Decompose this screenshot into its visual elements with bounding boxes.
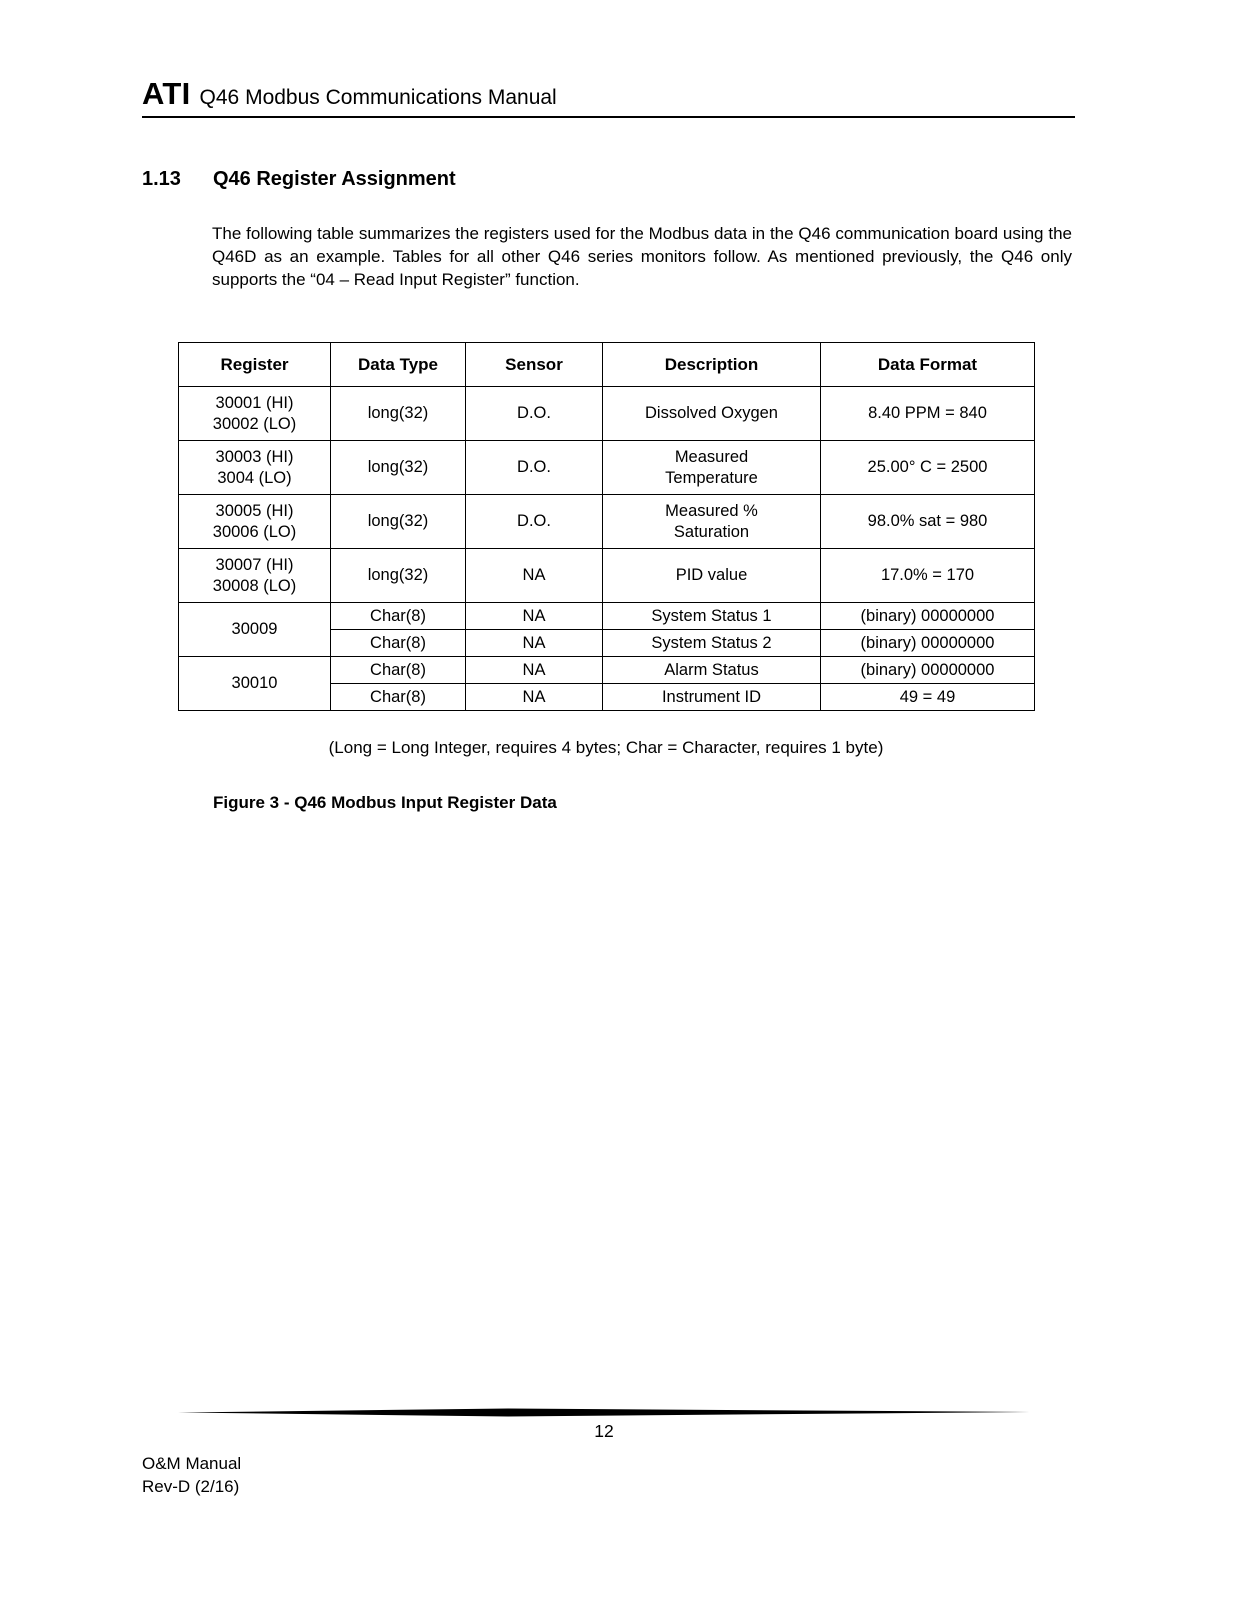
register-cell: 30009 [179, 603, 331, 657]
data-type-cell: Char(8) [331, 603, 466, 630]
footer-divider [178, 1408, 1030, 1418]
figure-caption: Figure 3 - Q46 Modbus Input Register Data [213, 793, 557, 812]
data-type-cell: Char(8) [331, 630, 466, 657]
footer-manual-label: O&M Manual [142, 1454, 242, 1473]
register-cell [179, 387, 331, 441]
description-cell: System Status 2 [603, 630, 821, 657]
table-header-row [179, 343, 1035, 387]
description-cell [603, 549, 821, 603]
col-header-data-format: Data Format [821, 343, 1035, 387]
sensor-cell: D.O. [466, 387, 603, 441]
section-title: Q46 Register Assignment [213, 168, 456, 190]
sensor-cell: D.O. [466, 441, 603, 495]
data-format-cell: (binary) 00000000 [821, 657, 1035, 684]
table-row [179, 603, 1035, 630]
data-format-cell: (binary) 00000000 [821, 630, 1035, 657]
register-table [178, 342, 1035, 711]
sensor-cell: NA [466, 684, 603, 711]
data-type-cell: Char(8) [331, 684, 466, 711]
sensor-cell: NA [466, 603, 603, 630]
data-format-cell: 25.00° C = 2500 [821, 441, 1035, 495]
register-cell [179, 549, 331, 603]
register-line: 30007 (HI) [215, 555, 294, 574]
description-line: Measured [674, 447, 749, 466]
table-row [179, 657, 1035, 684]
section-number: 1.13 [142, 168, 181, 190]
description-line: PID value [675, 566, 748, 584]
data-format-cell: 49 = 49 [821, 684, 1035, 711]
description-cell [603, 441, 821, 495]
page-number: 12 [594, 1421, 614, 1441]
col-header-description: Description [603, 343, 821, 387]
sensor-cell: D.O. [466, 495, 603, 549]
table-row [179, 495, 1035, 549]
description-cell [603, 495, 821, 549]
data-type-cell: Char(8) [331, 657, 466, 684]
sensor-cell: NA [466, 657, 603, 684]
table-row [179, 549, 1035, 603]
register-line: 30002 (LO) [212, 414, 297, 433]
sensor-cell: NA [466, 630, 603, 657]
description-cell: Instrument ID [603, 684, 821, 711]
description-cell: Alarm Status [603, 657, 821, 684]
data-type-cell: long(32) [331, 549, 466, 603]
description-cell [603, 387, 821, 441]
register-line: 30003 (HI) [215, 447, 294, 466]
col-header-data-type: Data Type [331, 343, 466, 387]
register-line: 30008 (LO) [212, 576, 297, 595]
register-cell [179, 495, 331, 549]
data-type-cell: long(32) [331, 441, 466, 495]
col-header-register: Register [179, 343, 331, 387]
table-row [179, 387, 1035, 441]
data-type-cell: long(32) [331, 495, 466, 549]
register-line: 30006 (LO) [212, 522, 297, 541]
col-header-sensor: Sensor [466, 343, 603, 387]
register-cell [179, 441, 331, 495]
table-row [179, 441, 1035, 495]
description-line: Saturation [673, 522, 750, 541]
data-format-cell: (binary) 00000000 [821, 603, 1035, 630]
register-cell: 30010 [179, 657, 331, 711]
table-note: (Long = Long Integer, requires 4 bytes; Char = Character, requires 1 byte) [328, 738, 884, 757]
description-line: Dissolved Oxygen [645, 404, 778, 422]
description-line: Temperature [665, 468, 758, 487]
register-line: 3004 (LO) [217, 468, 292, 487]
sensor-cell: NA [466, 549, 603, 603]
section-heading [142, 168, 456, 191]
company-logo: ATI [142, 76, 191, 111]
data-format-cell: 98.0% sat = 980 [821, 495, 1035, 549]
data-type-cell: long(32) [331, 387, 466, 441]
register-line: 30005 (HI) [215, 501, 294, 520]
document-header [142, 76, 557, 112]
data-format-cell: 17.0% = 170 [821, 549, 1035, 603]
description-cell: System Status 1 [603, 603, 821, 630]
header-divider [142, 116, 1075, 118]
document-title: Q46 Modbus Communications Manual [199, 86, 557, 109]
register-line: 30001 (HI) [215, 393, 294, 412]
description-line: Measured % [665, 501, 758, 520]
data-format-cell: 8.40 PPM = 840 [821, 387, 1035, 441]
footer-revision-label: Rev-D (2/16) [142, 1477, 240, 1496]
intro-paragraph: The following table summarizes the registers used for the Modbus data in the Q46 communication board using the Q46D as an example. Tables for all other Q46 series monitors follow. As mentioned previously, the Q46 only supports the “04 – Read Input Register” function. [212, 224, 1072, 289]
